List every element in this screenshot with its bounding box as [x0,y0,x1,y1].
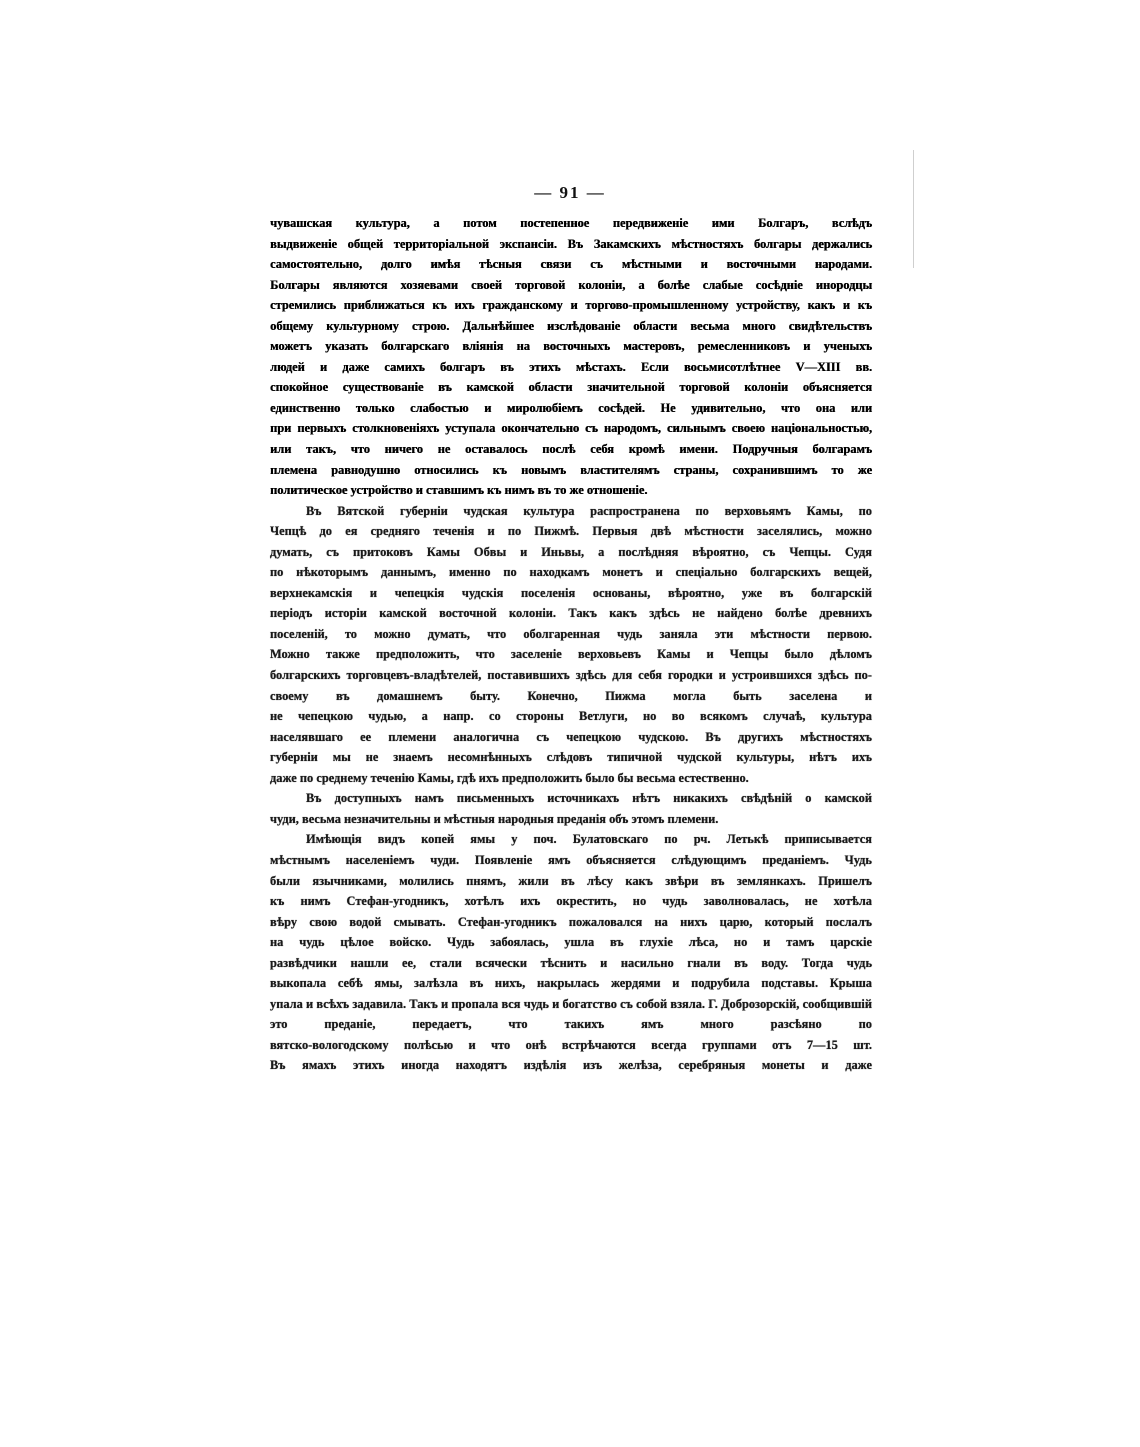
text-line: вятско-вологодскому полѣсью и что онѣ встрѣчаются всегда группами отъ 7—15 шт. [270,1037,872,1052]
text-line: общему культурному строю. Дальнѣйшее изслѣдованіе области весьма много свидѣтельствъ [270,318,872,333]
text-line: единственно только слабостью и миролюбіемъ сосѣдей. Не удивительно, что она или [270,400,872,415]
text-line: выдвиженіе общей территоріальной экспансіи. Въ Закамскихъ мѣстностяхъ болгары держались [270,236,872,251]
text-line: Въ ямахъ этихъ иногда находятъ издѣлія изъ желѣза, серебряныя монеты и даже [270,1058,872,1073]
text-line: при первыхъ столкновеніяхъ уступала окончательно съ народомъ, сильнымъ своею національностью, [270,421,872,436]
text-line: Чепцѣ до ея средняго теченія и по Пижмѣ. Первыя двѣ мѣстности заселялись, можно [270,524,872,539]
text-line: думать, съ притоковъ Камы Обвы и Иньвы, а послѣдняя вѣроятно, съ Чепцы. Судя [270,544,872,559]
body-text [270,213,872,1076]
text-line: къ нимъ Стефан-угодникъ, хотѣлъ ихъ окрестить, но чудь заволновалась, не хотѣла [270,894,872,909]
paragraph-2 [270,501,872,789]
scan-edge-line [913,150,914,268]
text-line: чувашская культура, а потом постепенное передвиженіе ими Болгаръ, вслѣдъ [270,216,872,230]
text-line: или такъ, что ничего не оставалось послѣ себя кромѣ имени. Подручныя болгарамъ [270,442,872,457]
text-line: Имѣющія видъ копей ямы у поч. Булатовскаго по рч. Летькѣ приписывается [306,832,872,847]
text-line: выкопала себѣ ямы, залѣзла въ нихъ, накрылась жердями и подрубила подставы. Крыша [270,976,872,991]
text-line: вѣру свою водой смывать. Стефан-угодникъ пожаловался на нихъ царю, который послалъ [270,914,872,929]
text-line: развѣдчики нашли ее, стали всячески тѣснить и насильно гнали въ воду. Тогда чудь [270,955,872,970]
paragraph-3 [270,788,872,829]
text-line: стремились приближаться къ ихъ гражданскому и торгово-промышленному устройству, какъ и къ [270,298,872,313]
text-line: на чудь цѣлое войско. Чудь забоялась, ушла въ глухіе лѣса, но и тамъ царскіе [270,935,872,950]
text-line: политическое устройство и ставшимъ къ нимъ въ то же отношеніе. [270,483,648,498]
text-line: племена равнодушно относились къ новымъ властителямъ страны, сохранившимъ то же [270,462,872,477]
text-line: Въ Вятской губерніи чудская культура распространена по верховьямъ Камы, по [306,503,872,518]
text-line: по нѣкоторымъ даннымъ, именно по находкамъ монетъ и спеціально болгарскихъ вещей, [270,565,872,580]
text-line: Можно также предположить, что заселеніе верховьевъ Камы и Чепцы было дѣломъ [270,647,872,662]
text-line: были язычниками, молились пнямъ, жили въ лѣсу какъ звѣри въ землянкахъ. Пришелъ [270,873,872,888]
text-line: населявшаго ее племени аналогична съ чепецкою чудскою. Въ другихъ мѣстностяхъ [270,729,872,744]
text-line: верхнекамскія и чепецкія чудскія поселенія основаны, вѣроятно, уже въ болгарскій [270,585,872,600]
paragraph-1 [270,213,872,501]
text-line: не чепецкою чудью, а напр. со стороны Ветлуги, но во всякомъ случаѣ, культура [270,709,872,724]
paragraph-4 [270,829,872,1076]
text-line: мѣстнымъ населеніемъ чуди. Появленіе ямъ объясняется слѣдующимъ преданіемъ. Чудь [270,852,872,867]
text-line: Въ доступныхъ намъ письменныхъ источникахъ нѣтъ никакихъ свѣдѣній о камской [306,791,872,806]
text-line: болгарскихъ торговцевъ-владѣтелей, поставившихъ здѣсь для себя городки и устроившихся здѣсь по-своему въ домашнемъ быту. Конечно, Пижма могла быть заселена и [270,668,872,703]
page-number: — 91 — [534,183,606,202]
text-line: самостоятельно, долго имѣя тѣсныя связи съ мѣстными и восточными народами. [270,257,872,272]
text-line: поселеній, то можно думать, что оболгаренная чудь заняла эти мѣстности первою. [270,626,872,641]
text-line: чуди, весьма незначительны и мѣстныя народныя преданія объ этомъ племени. [270,811,719,826]
text-line: губерніи мы не знаемъ несомнѣнныхъ слѣдовъ типичной чудской культуры, нѣтъ ихъ [270,750,872,765]
text-line: даже по среднему теченію Камы, гдѣ ихъ предположить было бы весьма естественно. [270,770,749,785]
text-line: Болгары являются хозяевами своей торговой колоніи, а болѣе слабые сосѣдніе инородцы [270,277,872,292]
text-line: упала и всѣхъ задавила. Такъ и пропала вся чудь и богатство съ собой взяла. Г. Доброзорскій, сообщившій это преданіе, передаетъ, что такихъ ямъ много разсѣяно по [270,996,872,1032]
text-line: періодъ исторіи камской восточной колоніи. Такъ какъ здѣсь не найдено болѣе древнихъ [270,606,872,621]
text-line: спокойное существованіе въ камской области значительной торговой колоніи объясняется [270,380,872,395]
text-line: можетъ указать болгарскаго вліянія на восточныхъ мастеровъ, ремесленниковъ и ученыхъ [270,339,872,354]
text-line: людей и даже самихъ болгаръ въ этихъ мѣстахъ. Если восьмисотлѣтнее V—XIII вв. [270,359,872,374]
